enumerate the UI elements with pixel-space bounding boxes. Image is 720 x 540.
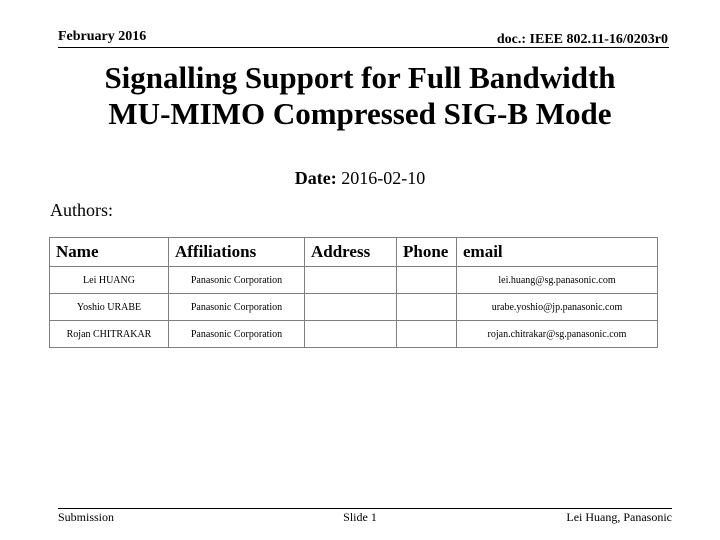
cell-email: lei.huang@sg.panasonic.com [457, 267, 658, 294]
slide-title [60, 60, 660, 132]
cell-phone [397, 267, 457, 294]
date-label: Date: [294, 168, 337, 188]
cell-email: urabe.yoshio@jp.panasonic.com [457, 294, 658, 321]
header-date: February 2016 [58, 29, 147, 44]
header-divider [58, 47, 669, 48]
cell-email: rojan.chitrakar@sg.panasonic.com [457, 321, 658, 348]
table-row [50, 321, 658, 348]
title-line-2: MU-MIMO Compressed SIG-B Mode [108, 96, 612, 131]
cell-affiliation: Panasonic Corporation [169, 321, 305, 348]
cell-address [305, 294, 397, 321]
cell-affiliation: Panasonic Corporation [169, 267, 305, 294]
table-header-row [50, 238, 658, 267]
authors-table [49, 237, 658, 348]
date-line [0, 168, 720, 189]
cell-affiliation: Panasonic Corporation [169, 294, 305, 321]
cell-name: Rojan CHITRAKAR [50, 321, 169, 348]
table-row [50, 294, 658, 321]
column-header-phone: Phone [397, 238, 457, 267]
table-row [50, 267, 658, 294]
column-header-affiliations: Affiliations [169, 238, 305, 267]
column-header-address: Address [305, 238, 397, 267]
footer-divider [58, 508, 672, 509]
cell-name: Lei HUANG [50, 267, 169, 294]
footer-submission: Submission [58, 510, 115, 524]
footer-slide-number: Slide 1 [343, 510, 377, 524]
column-header-name: Name [50, 238, 169, 267]
authors-label: Authors: [50, 200, 113, 220]
cell-address [305, 267, 397, 294]
cell-name: Yoshio URABE [50, 294, 169, 321]
column-header-email: email [457, 238, 658, 267]
title-line-1: Signalling Support for Full Bandwidth [104, 60, 616, 95]
cell-phone [397, 294, 457, 321]
cell-phone [397, 321, 457, 348]
header-doc-id: doc.: IEEE 802.11-16/0203r0 [496, 32, 668, 47]
cell-address [305, 321, 397, 348]
footer-author: Lei Huang, Panasonic [566, 510, 672, 524]
date-value: 2016-02-10 [341, 168, 426, 188]
